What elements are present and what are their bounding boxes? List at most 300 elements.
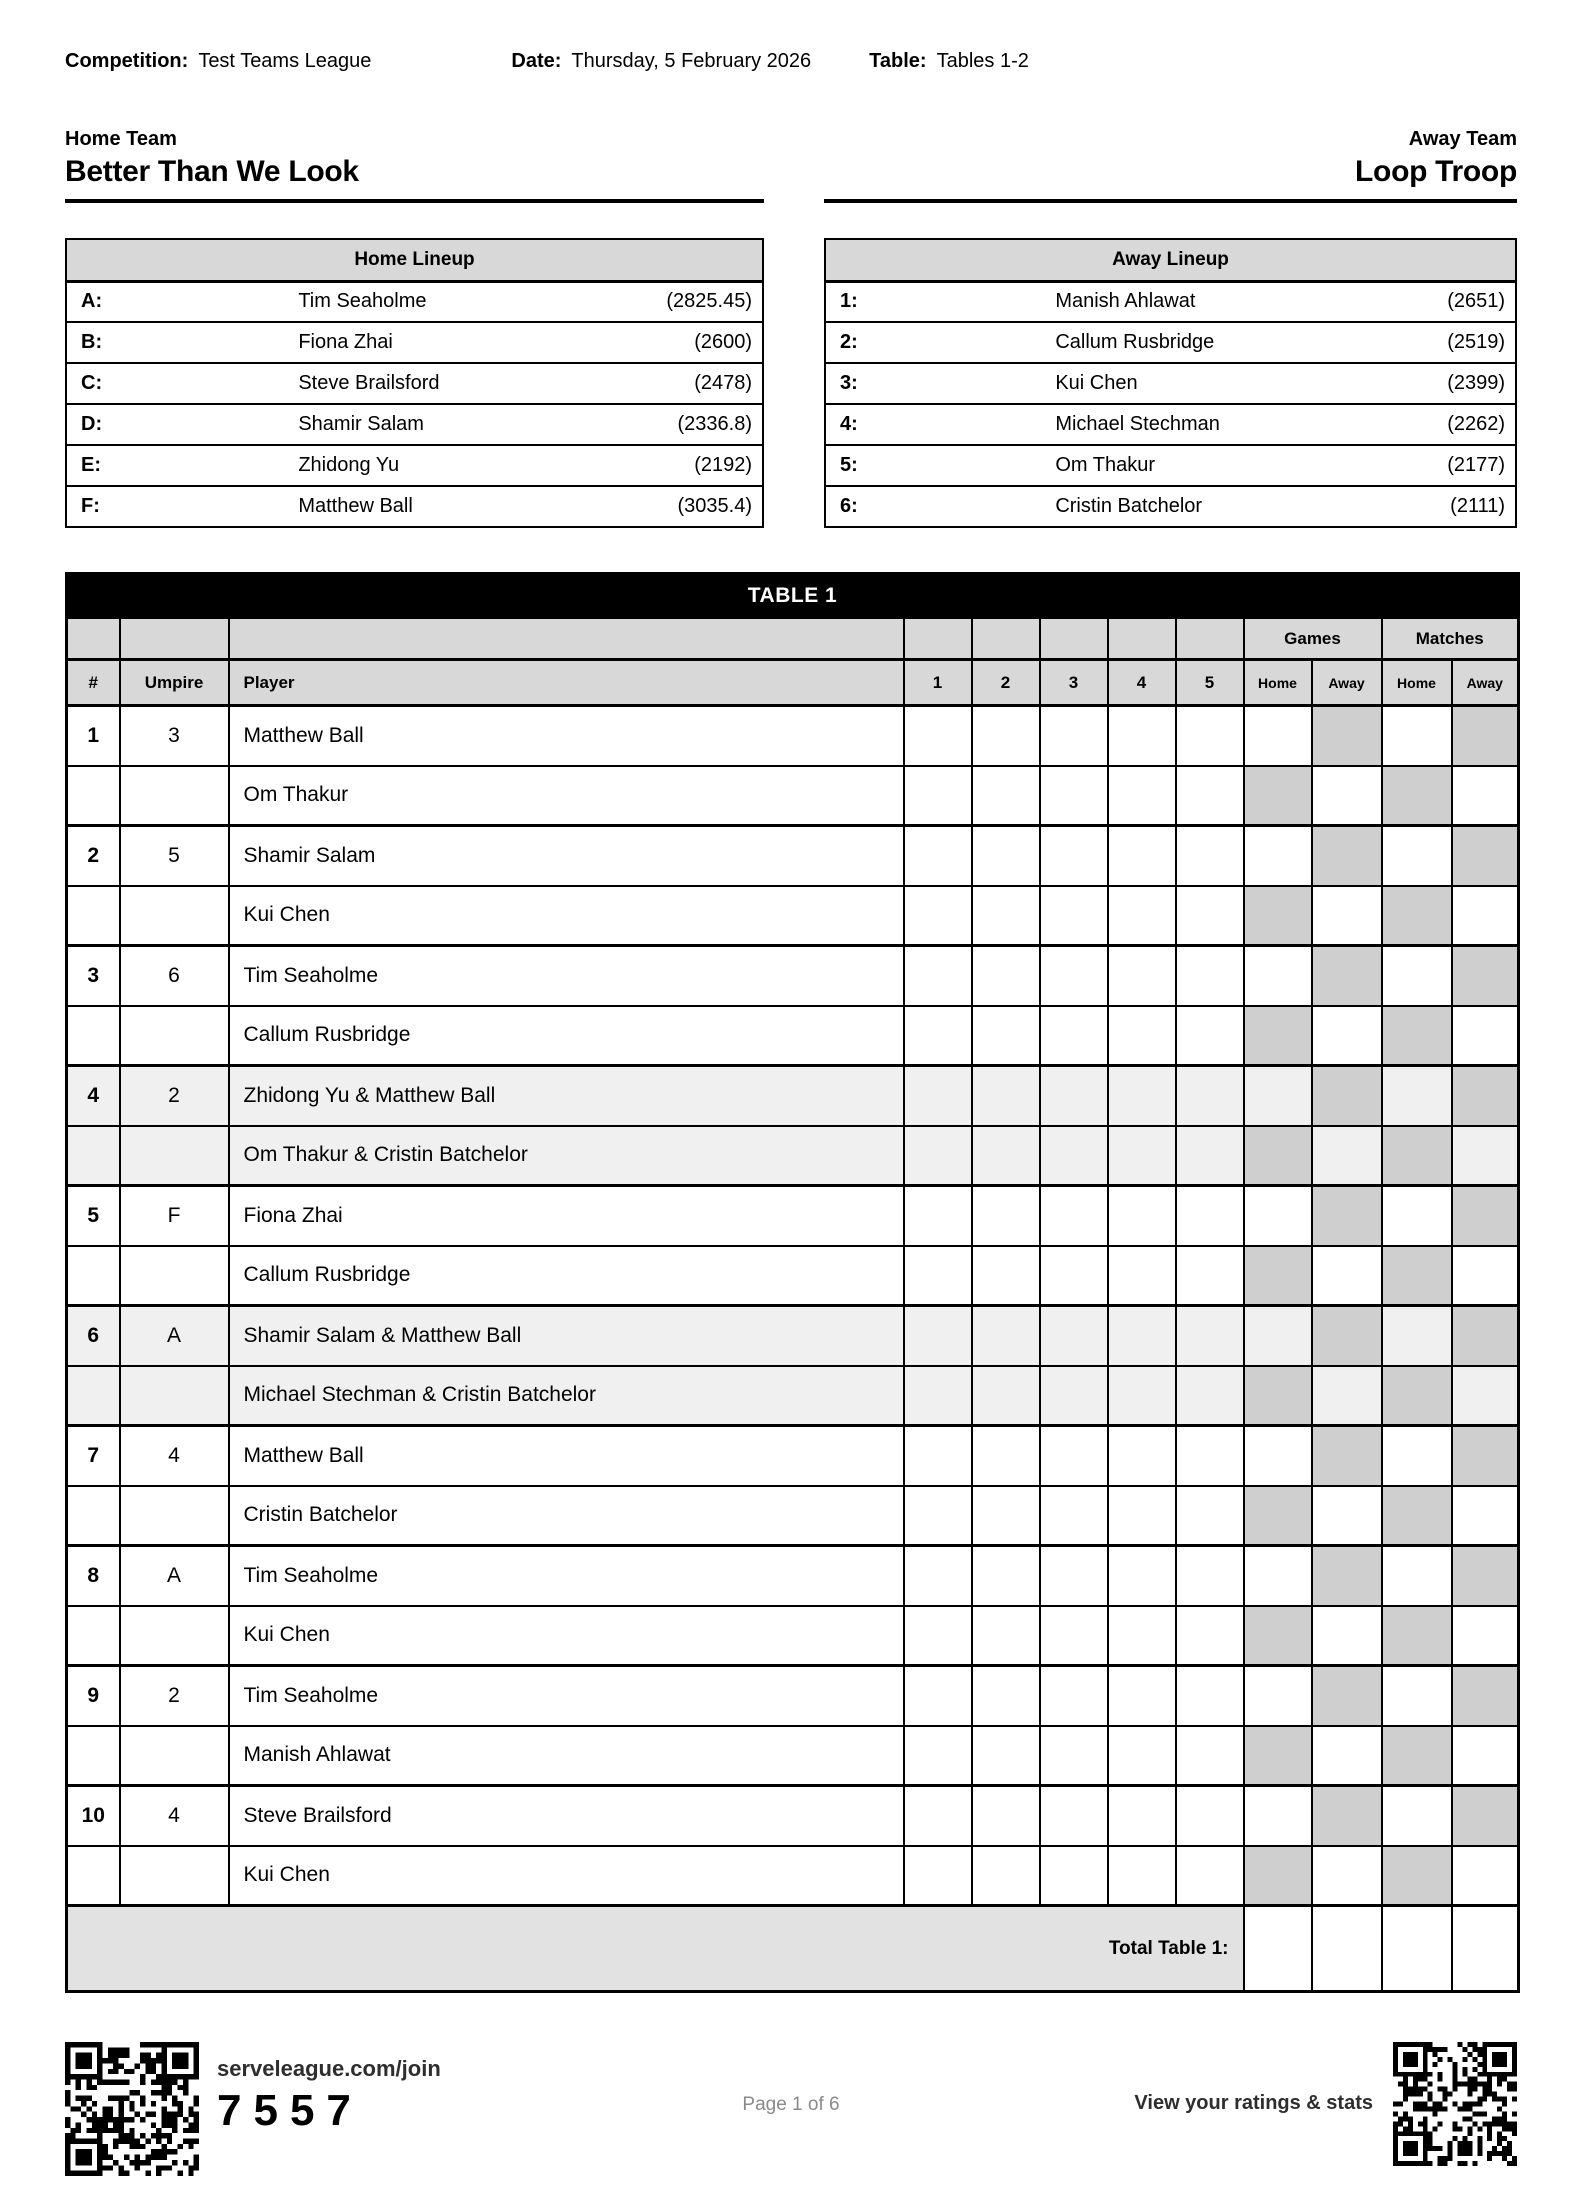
game1-score-cell	[904, 1786, 972, 1846]
lineup-rating: (2825.45)	[531, 281, 763, 322]
games-away-header: Away	[1312, 660, 1382, 706]
game1-score-cell	[904, 1186, 972, 1246]
game2-score-cell	[972, 1006, 1040, 1066]
match-number-cell	[67, 1726, 120, 1786]
away-player-cell: Cristin Batchelor	[229, 1486, 904, 1546]
game2-score-cell	[972, 1186, 1040, 1246]
lineup-key: E:	[66, 445, 298, 486]
lineups-row	[65, 238, 1517, 528]
lineup-player-name: Shamir Salam	[298, 404, 530, 445]
lineup-rating: (2336.8)	[531, 404, 763, 445]
match-row-away	[67, 1126, 1519, 1186]
away-player-cell: Kui Chen	[229, 886, 904, 946]
game1-score-cell	[904, 826, 972, 886]
lineup-player-name: Manish Ahlawat	[1055, 281, 1285, 322]
home-player-cell: Zhidong Yu & Matthew Ball	[229, 1066, 904, 1126]
game4-score-cell	[1108, 1426, 1176, 1486]
match-number-cell	[67, 1126, 120, 1186]
matches-away-cell	[1452, 1486, 1519, 1546]
game5-score-cell	[1176, 1246, 1244, 1306]
game2-score-cell	[972, 1246, 1040, 1306]
player-column-header: Player	[229, 660, 904, 706]
matches-home-cell	[1382, 1666, 1452, 1726]
matches-group-header: Matches	[1382, 618, 1519, 660]
umpire-column-header: Umpire	[120, 660, 229, 706]
num-column-header: #	[67, 660, 120, 706]
page-number: Page 1 of 6	[742, 2094, 840, 2115]
umpire-cell	[120, 766, 229, 826]
home-lineup-row	[66, 363, 763, 404]
game2-score-cell	[972, 706, 1040, 766]
game5-score-cell	[1176, 766, 1244, 826]
away-lineup-row	[825, 281, 1516, 322]
game2-score-cell	[972, 1606, 1040, 1666]
match-number-cell: 3	[67, 946, 120, 1006]
lineup-rating: (2600)	[531, 322, 763, 363]
ratings-text: View your ratings & stats	[1134, 2092, 1373, 2114]
match-table-title: TABLE 1	[67, 574, 1519, 618]
game2-score-cell	[972, 826, 1040, 886]
home-lineup-title: Home Lineup	[66, 239, 763, 281]
home-team-label: Home Team	[65, 128, 177, 150]
game1-score-cell	[904, 1846, 972, 1906]
lineup-rating: (2177)	[1286, 445, 1516, 486]
table-label: Table:	[869, 50, 927, 72]
group-blank-g5	[1176, 618, 1244, 660]
group-blank-g1	[904, 618, 972, 660]
game2-score-cell	[972, 1126, 1040, 1186]
home-player-cell: Tim Seaholme	[229, 1546, 904, 1606]
match-number-cell	[67, 1006, 120, 1066]
game4-score-cell	[1108, 1546, 1176, 1606]
game3-score-cell	[1040, 1546, 1108, 1606]
match-row-home	[67, 1666, 1519, 1726]
game1-score-cell	[904, 1426, 972, 1486]
home-player-cell: Matthew Ball	[229, 706, 904, 766]
table-value: Tables 1-2	[936, 50, 1029, 72]
matches-home-cell	[1382, 1006, 1452, 1066]
games-away-cell	[1312, 1246, 1382, 1306]
matches-away-cell	[1452, 1066, 1519, 1126]
games-home-cell	[1244, 1606, 1312, 1666]
games-home-cell	[1244, 1306, 1312, 1366]
umpire-cell: 5	[120, 826, 229, 886]
match-row-home	[67, 946, 1519, 1006]
matches-away-cell	[1452, 706, 1519, 766]
game4-score-cell	[1108, 1606, 1176, 1666]
qr-code-ratings	[1393, 2042, 1517, 2166]
matches-home-cell	[1382, 1726, 1452, 1786]
game4-score-cell	[1108, 706, 1176, 766]
umpire-cell: 2	[120, 1066, 229, 1126]
game3-score-cell	[1040, 1786, 1108, 1846]
games-home-cell	[1244, 1246, 1312, 1306]
lineup-player-name: Michael Stechman	[1055, 404, 1285, 445]
games-home-cell	[1244, 1186, 1312, 1246]
matches-home-cell	[1382, 946, 1452, 1006]
lineup-player-name: Tim Seaholme	[298, 281, 530, 322]
games-home-cell	[1244, 1546, 1312, 1606]
games-away-cell	[1312, 1366, 1382, 1426]
games-home-cell	[1244, 706, 1312, 766]
game1-score-cell	[904, 766, 972, 826]
umpire-cell	[120, 1606, 229, 1666]
matches-home-cell	[1382, 1306, 1452, 1366]
match-row-home	[67, 706, 1519, 766]
lineup-player-name: Cristin Batchelor	[1055, 495, 1203, 517]
home-lineup-row	[66, 404, 763, 445]
umpire-cell	[120, 1486, 229, 1546]
lineup-key: 2:	[825, 322, 1055, 363]
umpire-cell: 3	[120, 706, 229, 766]
away-lineup-row	[825, 363, 1516, 404]
matches-home-cell	[1382, 1126, 1452, 1186]
match-row-away	[67, 1486, 1519, 1546]
matches-home-cell	[1382, 1606, 1452, 1666]
umpire-cell	[120, 886, 229, 946]
games-away-cell	[1312, 766, 1382, 826]
match-row-home	[67, 1306, 1519, 1366]
match-number-cell: 8	[67, 1546, 120, 1606]
matches-away-cell	[1452, 1726, 1519, 1786]
lineup-player-name: Steve Brailsford	[298, 363, 530, 404]
game5-score-cell	[1176, 1306, 1244, 1366]
lineup-player-name: Callum Rusbridge	[1055, 322, 1285, 363]
games-home-cell	[1244, 946, 1312, 1006]
game4-score-cell	[1108, 946, 1176, 1006]
game4-score-cell	[1108, 1486, 1176, 1546]
game3-score-cell	[1040, 946, 1108, 1006]
game5-column-header: 5	[1176, 660, 1244, 706]
lineup-player-name: Om Thakur	[1055, 445, 1285, 486]
matches-away-header: Away	[1452, 660, 1519, 706]
home-player-cell: Steve Brailsford	[229, 1786, 904, 1846]
meta-row	[65, 50, 1517, 73]
match-number-cell: 4	[67, 1066, 120, 1126]
game3-score-cell	[1040, 1126, 1108, 1186]
away-player-cell: Callum Rusbridge	[229, 1246, 904, 1306]
games-away-cell	[1312, 1546, 1382, 1606]
lineup-rating: (2651)	[1286, 281, 1516, 322]
game3-score-cell	[1040, 706, 1108, 766]
matches-home-cell	[1382, 1066, 1452, 1126]
game5-score-cell	[1176, 1786, 1244, 1846]
games-away-cell	[1312, 826, 1382, 886]
game3-score-cell	[1040, 886, 1108, 946]
game5-score-cell	[1176, 1126, 1244, 1186]
matches-home-cell	[1382, 1426, 1452, 1486]
matches-away-cell	[1452, 766, 1519, 826]
game3-score-cell	[1040, 1606, 1108, 1666]
game5-score-cell	[1176, 1606, 1244, 1666]
group-blank-g4	[1108, 618, 1176, 660]
date-value: Thursday, 5 February 2026	[571, 50, 812, 72]
match-number-cell: 5	[67, 1186, 120, 1246]
games-away-cell	[1312, 1786, 1382, 1846]
game3-score-cell	[1040, 1486, 1108, 1546]
game1-score-cell	[904, 706, 972, 766]
matches-home-cell	[1382, 886, 1452, 946]
home-player-cell: Shamir Salam & Matthew Ball	[229, 1306, 904, 1366]
umpire-cell: 2	[120, 1666, 229, 1726]
away-player-cell: Michael Stechman & Cristin Batchelor	[229, 1366, 904, 1426]
game5-score-cell	[1176, 1546, 1244, 1606]
game4-score-cell	[1108, 766, 1176, 826]
matches-home-cell	[1382, 1486, 1452, 1546]
matches-away-cell	[1452, 946, 1519, 1006]
lineup-rating: (2478)	[531, 363, 763, 404]
match-row-away	[67, 1366, 1519, 1426]
home-lineup-row	[66, 281, 763, 322]
match-number-cell: 9	[67, 1666, 120, 1726]
umpire-cell: 4	[120, 1786, 229, 1846]
games-away-cell	[1312, 1846, 1382, 1906]
match-number-cell: 10	[67, 1786, 120, 1846]
match-number-cell	[67, 1246, 120, 1306]
lineup-rating: (2399)	[1286, 363, 1516, 404]
game5-score-cell	[1176, 1186, 1244, 1246]
match-row-away	[67, 766, 1519, 826]
game2-score-cell	[972, 1666, 1040, 1726]
match-number-cell	[67, 766, 120, 826]
game2-score-cell	[972, 1486, 1040, 1546]
total-matches-home-cell	[1382, 1906, 1452, 1992]
match-row-home	[67, 826, 1519, 886]
matches-home-cell	[1382, 1546, 1452, 1606]
game3-score-cell	[1040, 1006, 1108, 1066]
game2-score-cell	[972, 946, 1040, 1006]
game5-score-cell	[1176, 1426, 1244, 1486]
match-row-home	[67, 1426, 1519, 1486]
game1-score-cell	[904, 1546, 972, 1606]
game5-score-cell	[1176, 886, 1244, 946]
game2-score-cell	[972, 1066, 1040, 1126]
match-row-home	[67, 1066, 1519, 1126]
teams-row	[65, 128, 1517, 203]
games-home-cell	[1244, 1426, 1312, 1486]
game3-score-cell	[1040, 1186, 1108, 1246]
games-home-cell	[1244, 766, 1312, 826]
games-home-cell	[1244, 1666, 1312, 1726]
away-team-block	[824, 128, 1517, 203]
matches-away-cell	[1452, 1246, 1519, 1306]
game3-score-cell	[1040, 1666, 1108, 1726]
game3-column-header: 3	[1040, 660, 1108, 706]
lineup-rating: (2111)	[1450, 495, 1505, 517]
games-home-cell	[1244, 1786, 1312, 1846]
away-lineup-row	[825, 404, 1516, 445]
match-number-cell: 6	[67, 1306, 120, 1366]
game4-score-cell	[1108, 1846, 1176, 1906]
competition-value: Test Teams League	[198, 50, 372, 72]
lineup-player-name: Zhidong Yu	[298, 445, 530, 486]
home-lineup-row	[66, 322, 763, 363]
total-games-away-cell	[1312, 1906, 1382, 1992]
game4-score-cell	[1108, 1666, 1176, 1726]
away-lineup-row	[825, 486, 1516, 527]
matches-away-cell	[1452, 1606, 1519, 1666]
games-away-cell	[1312, 946, 1382, 1006]
total-matches-away-cell	[1452, 1906, 1519, 1992]
lineup-key: A:	[66, 281, 298, 322]
lineup-key: 5:	[825, 445, 1055, 486]
lineup-rating: (3035.4)	[677, 495, 752, 517]
games-away-cell	[1312, 1126, 1382, 1186]
games-home-cell	[1244, 826, 1312, 886]
away-lineup-table	[824, 238, 1517, 528]
match-row-home	[67, 1546, 1519, 1606]
game4-score-cell	[1108, 886, 1176, 946]
match-number-cell: 7	[67, 1426, 120, 1486]
games-away-cell	[1312, 706, 1382, 766]
game4-score-cell	[1108, 1186, 1176, 1246]
total-label: Total Table 1:	[67, 1906, 1244, 1992]
group-blank-g3	[1040, 618, 1108, 660]
lineup-key: 6:	[840, 495, 858, 517]
game5-score-cell	[1176, 1006, 1244, 1066]
lineup-player-name: Fiona Zhai	[298, 322, 530, 363]
matches-away-cell	[1452, 1426, 1519, 1486]
join-block	[217, 2056, 441, 2136]
home-team-block	[65, 128, 764, 203]
away-lineup-row	[825, 445, 1516, 486]
matches-home-cell	[1382, 766, 1452, 826]
home-lineup-row	[66, 486, 763, 527]
footer	[65, 2042, 1517, 2180]
game1-score-cell	[904, 1066, 972, 1126]
match-number-cell	[67, 886, 120, 946]
game1-score-cell	[904, 1126, 972, 1186]
umpire-cell: A	[120, 1546, 229, 1606]
game4-score-cell	[1108, 1786, 1176, 1846]
game4-column-header: 4	[1108, 660, 1176, 706]
umpire-cell	[120, 1726, 229, 1786]
match-row-away	[67, 1726, 1519, 1786]
game1-column-header: 1	[904, 660, 972, 706]
matches-home-cell	[1382, 1786, 1452, 1846]
game3-score-cell	[1040, 1246, 1108, 1306]
home-player-cell: Matthew Ball	[229, 1426, 904, 1486]
match-number-cell: 1	[67, 706, 120, 766]
game1-score-cell	[904, 886, 972, 946]
home-player-cell: Shamir Salam	[229, 826, 904, 886]
home-lineup-table	[65, 238, 764, 528]
game1-score-cell	[904, 1246, 972, 1306]
game2-score-cell	[972, 1546, 1040, 1606]
games-away-cell	[1312, 1306, 1382, 1366]
game5-score-cell	[1176, 1066, 1244, 1126]
umpire-cell: A	[120, 1306, 229, 1366]
date-label: Date:	[511, 50, 562, 72]
games-away-cell	[1312, 1066, 1382, 1126]
games-home-cell	[1244, 1366, 1312, 1426]
game1-score-cell	[904, 1666, 972, 1726]
games-away-cell	[1312, 1426, 1382, 1486]
umpire-cell: F	[120, 1186, 229, 1246]
matches-home-cell	[1382, 1366, 1452, 1426]
game2-score-cell	[972, 1726, 1040, 1786]
matches-home-cell	[1382, 1246, 1452, 1306]
home-player-cell: Tim Seaholme	[229, 946, 904, 1006]
matches-away-cell	[1452, 1366, 1519, 1426]
matches-home-header: Home	[1382, 660, 1452, 706]
games-group-header: Games	[1244, 618, 1382, 660]
games-away-cell	[1312, 1006, 1382, 1066]
game5-score-cell	[1176, 946, 1244, 1006]
lineup-key: F:	[81, 495, 100, 517]
game4-score-cell	[1108, 1726, 1176, 1786]
game4-score-cell	[1108, 1246, 1176, 1306]
lineup-player-name: Matthew Ball	[298, 495, 413, 517]
game5-score-cell	[1176, 1486, 1244, 1546]
games-home-cell	[1244, 886, 1312, 946]
matches-away-cell	[1452, 826, 1519, 886]
game3-score-cell	[1040, 1426, 1108, 1486]
match-number-cell	[67, 1606, 120, 1666]
match-row-away	[67, 1606, 1519, 1666]
game5-score-cell	[1176, 1366, 1244, 1426]
group-blank-umpire	[120, 618, 229, 660]
away-lineup-row	[825, 322, 1516, 363]
away-player-cell: Om Thakur	[229, 766, 904, 826]
home-player-cell: Fiona Zhai	[229, 1186, 904, 1246]
game2-score-cell	[972, 1786, 1040, 1846]
matches-home-cell	[1382, 706, 1452, 766]
match-row-home	[67, 1186, 1519, 1246]
umpire-cell	[120, 1846, 229, 1906]
games-away-cell	[1312, 1186, 1382, 1246]
game3-score-cell	[1040, 1846, 1108, 1906]
away-player-cell: Kui Chen	[229, 1606, 904, 1666]
games-away-cell	[1312, 1486, 1382, 1546]
away-player-cell: Callum Rusbridge	[229, 1006, 904, 1066]
game4-score-cell	[1108, 1306, 1176, 1366]
games-away-cell	[1312, 1606, 1382, 1666]
game4-score-cell	[1108, 826, 1176, 886]
match-row-away	[67, 886, 1519, 946]
game2-score-cell	[972, 1306, 1040, 1366]
total-games-home-cell	[1244, 1906, 1312, 1992]
game3-score-cell	[1040, 1366, 1108, 1426]
game1-score-cell	[904, 1486, 972, 1546]
away-lineup-title: Away Lineup	[825, 239, 1516, 281]
lineup-key: 1:	[825, 281, 1055, 322]
matches-away-cell	[1452, 1666, 1519, 1726]
match-number-cell	[67, 1486, 120, 1546]
game5-score-cell	[1176, 1726, 1244, 1786]
games-home-cell	[1244, 1126, 1312, 1186]
games-home-cell	[1244, 1066, 1312, 1126]
lineup-rating: (2262)	[1286, 404, 1516, 445]
matches-home-cell	[1382, 1846, 1452, 1906]
lineup-rating: (2519)	[1286, 322, 1516, 363]
games-home-cell	[1244, 1486, 1312, 1546]
games-away-cell	[1312, 1666, 1382, 1726]
umpire-cell: 4	[120, 1426, 229, 1486]
game5-score-cell	[1176, 1846, 1244, 1906]
game1-score-cell	[904, 1306, 972, 1366]
match-row-home	[67, 1786, 1519, 1846]
matches-away-cell	[1452, 1126, 1519, 1186]
game2-score-cell	[972, 1366, 1040, 1426]
qr-code-join	[65, 2042, 199, 2176]
game2-score-cell	[972, 1846, 1040, 1906]
games-home-header: Home	[1244, 660, 1312, 706]
away-player-cell: Manish Ahlawat	[229, 1726, 904, 1786]
game2-score-cell	[972, 1426, 1040, 1486]
away-player-cell: Om Thakur & Cristin Batchelor	[229, 1126, 904, 1186]
game3-score-cell	[1040, 826, 1108, 886]
